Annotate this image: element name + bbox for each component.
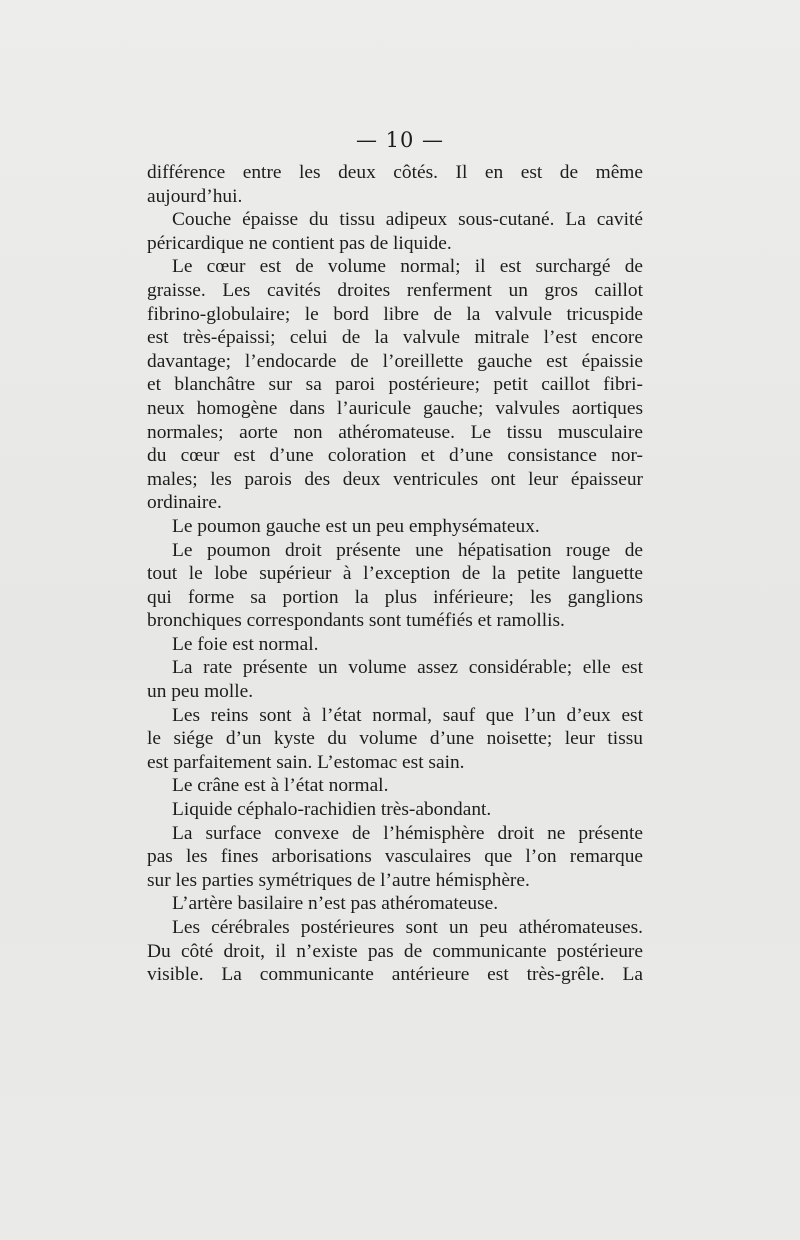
text-line: neux homogène dans l’auricule gauche; valvules aortiques <box>147 397 643 419</box>
text-line: qui forme sa portion la plus inférieure; les ganglions <box>147 586 643 608</box>
text-line: Couche épaisse du tissu adipeux sous-cutané. La cavité <box>172 209 643 231</box>
text-line: le siége d’un kyste du volume d’une noisette; leur tissu <box>147 728 643 750</box>
text-line: aujourd’hui. <box>147 185 243 207</box>
text-line: La surface convexe de l’hémisphère droit ne présente <box>172 822 643 844</box>
text-line: males; les parois des deux ventricules ont leur épaisseur <box>147 468 643 490</box>
text-line: fibrino-globulaire; le bord libre de la valvule tricuspide <box>147 303 643 325</box>
text-line: Liquide céphalo-rachidien très-abondant. <box>172 799 492 821</box>
text-line: L’artère basilaire n’est pas athéromateuse. <box>172 893 499 915</box>
text-line: Le poumon droit présente une hépatisation rouge de <box>172 539 643 561</box>
text-line: pas les fines arborisations vasculaires que l’on remarque <box>147 846 643 868</box>
page-body-text <box>147 161 643 987</box>
text-line: du cœur est d’une coloration et d’une consistance nor- <box>147 445 643 467</box>
text-line: visible. La communicante antérieure est très-grêle. La <box>147 964 643 986</box>
text-line: Les reins sont à l’état normal, sauf que l’un d’eux est <box>172 704 643 726</box>
text-line: Le cœur est de volume normal; il est surchargé de <box>172 256 643 278</box>
text-line: davantage; l’endocarde de l’oreillette gauche est épaissie <box>147 350 643 372</box>
text-line: tout le lobe supérieur à l’exception de la petite languette <box>147 563 643 585</box>
text-line: péricardique ne contient pas de liquide. <box>147 232 452 254</box>
page-number: — 10 — <box>355 128 445 152</box>
text-line: un peu molle. <box>147 681 254 703</box>
text-line: graisse. Les cavités droites renferment un gros caillot <box>147 279 643 301</box>
text-line: La rate présente un volume assez considérable; elle est <box>172 657 643 679</box>
text-line: normales; aorte non athéromateuse. Le tissu musculaire <box>147 421 643 443</box>
text-line: sur les parties symétriques de l’autre hémisphère. <box>147 869 530 891</box>
text-line: est très-épaissi; celui de la valvule mitrale l’est encore <box>147 327 643 349</box>
text-line: ordinaire. <box>147 492 222 514</box>
text-line: différence entre les deux côtés. Il en est de même <box>147 162 643 183</box>
text-line: et blanchâtre sur sa paroi postérieure; petit caillot fibri- <box>147 374 643 396</box>
text-line: Le foie est normal. <box>172 633 319 655</box>
text-line: est parfaitement sain. L’estomac est sain. <box>147 751 465 773</box>
text-line: Du côté droit, il n’existe pas de communicante postérieure <box>147 940 643 962</box>
text-line: bronchiques correspondants sont tuméfiés et ramollis. <box>147 610 565 632</box>
text-line: Les cérébrales postérieures sont un peu athéromateuses. <box>172 917 643 938</box>
text-line: Le crâne est à l’état normal. <box>172 775 389 797</box>
text-line: Le poumon gauche est un peu emphysémateux. <box>172 515 540 537</box>
